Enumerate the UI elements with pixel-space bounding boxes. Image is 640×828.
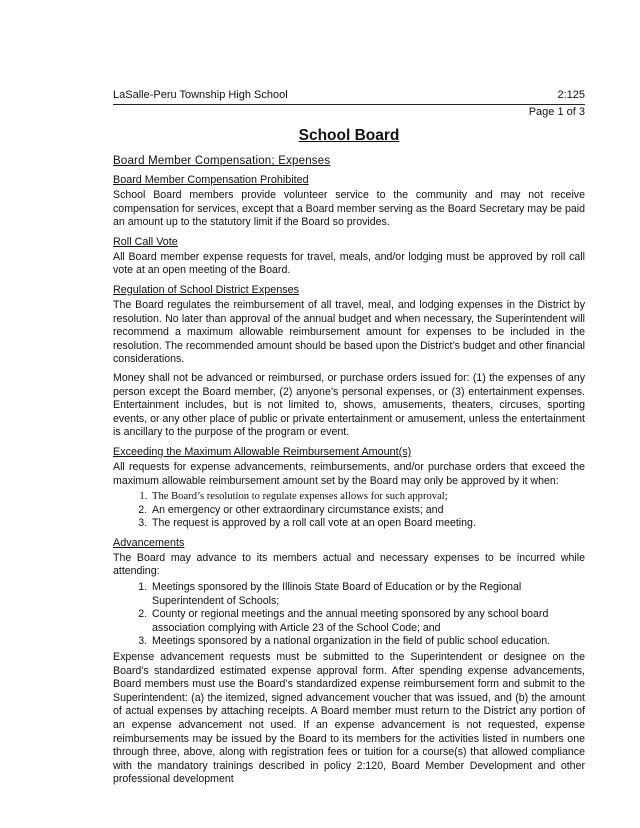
policy-subtitle: Board Member Compensation; Expenses xyxy=(113,155,331,167)
section-intro: All requests for expense advancements, reimbursements, and/or purchase orders that exceed the maximum allowable reimbursement amount set by the Board may only be approved by it when: xyxy=(113,460,585,487)
section-intro: The Board may advance to its members actual and necessary expenses to be incurred while attending: xyxy=(113,551,585,578)
section-paragraph: The Board regulates the reimbursement of all travel, meal, and lodging expenses in the District by resolution. No later than approval of the annual budget and when necessary, the Superintendent will recommend a maximum allowable reimbursement amount for expenses to be included in the resolution. The recommended amount should be based upon the District’s budget and other financial considerations. xyxy=(113,298,585,366)
section-heading-regulation: Regulation of School District Expenses xyxy=(113,283,300,296)
section-heading-advancements: Advancements xyxy=(113,536,185,549)
list-item: 2. County or regional meetings and the annual meeting sponsored by any school board association complying with Article 23 of the School Code; and xyxy=(150,608,585,635)
numbered-list xyxy=(113,490,585,531)
school-name: LaSalle-Peru Township High School xyxy=(113,89,288,101)
section-heading-compensation: Board Member Compensation Prohibited xyxy=(113,174,309,186)
section-heading-exceeding: Exceeding the Maximum Allowable Reimbursement Amount(s) xyxy=(113,445,412,458)
list-item: 3. The request is approved by a roll call vote at an open Board meeting. xyxy=(150,517,585,531)
section-heading-roll-call: Roll Call Vote xyxy=(113,235,178,248)
section-paragraph: Money shall not be advanced or reimbursed, or purchase orders issued for: (1) the expenses of any person except the Board member, (2) anyone’s personal expenses, or (3) entertainment expenses. Entertainment includes, but is not limited to, shows, amusements, theaters, circuses, sporting events, or any other place of public or private entertainment or amusement, unless the entertainment is ancillary to the purpose of the program or event. xyxy=(113,371,585,439)
numbered-list xyxy=(113,581,585,649)
document-page xyxy=(113,88,585,787)
section-paragraph: All Board member expense requests for travel, meals, and/or lodging must be approved by roll call vote at an open meeting of the Board. xyxy=(113,250,585,277)
list-item: 2. An emergency or other extraordinary circumstance exists; and xyxy=(150,504,585,518)
page-number: Page 1 of 3 xyxy=(528,106,585,118)
section-paragraph: Expense advancement requests must be submitted to the Superintendent or designee on the Board’s standardized estimated expense approval form. After spending expense advancements, Board members must use the Board’s standardized expense reimbursement form and submit to the Superintendent: (a) the itemized, signed advancement voucher that was issued, and (b) the amount of actual expenses by attaching receipts. A Board member must return to the District any portion of an expense advancement not used. If an expense advancement is not requested, expense reimbursements may be issued by the Board to its members for the activities listed in numbers one through three, above, along with registration fees or tuition for a course(s) that allowed compliance with the mandatory trainings described in policy 2:120, Board Member Development and other professional development xyxy=(113,651,585,786)
policy-number: 2:125 xyxy=(557,89,585,101)
list-item: 1. Meetings sponsored by the Illinois State Board of Education or by the Regional Superintendent of Schools; xyxy=(150,581,585,608)
section-paragraph: School Board members provide volunteer service to the community and may not receive compensation for services, except that a Board member serving as the Board Secretary may be paid an amount up to the statutory limit if the Board so provides. xyxy=(113,189,585,229)
list-item: 3. Meetings sponsored by a national organization in the field of public school education. xyxy=(150,635,585,649)
running-header xyxy=(113,88,585,102)
list-item: 1. The Board’s resolution to regulate expenses allows for such approval; xyxy=(150,490,585,504)
document-title: School Board xyxy=(298,127,400,144)
